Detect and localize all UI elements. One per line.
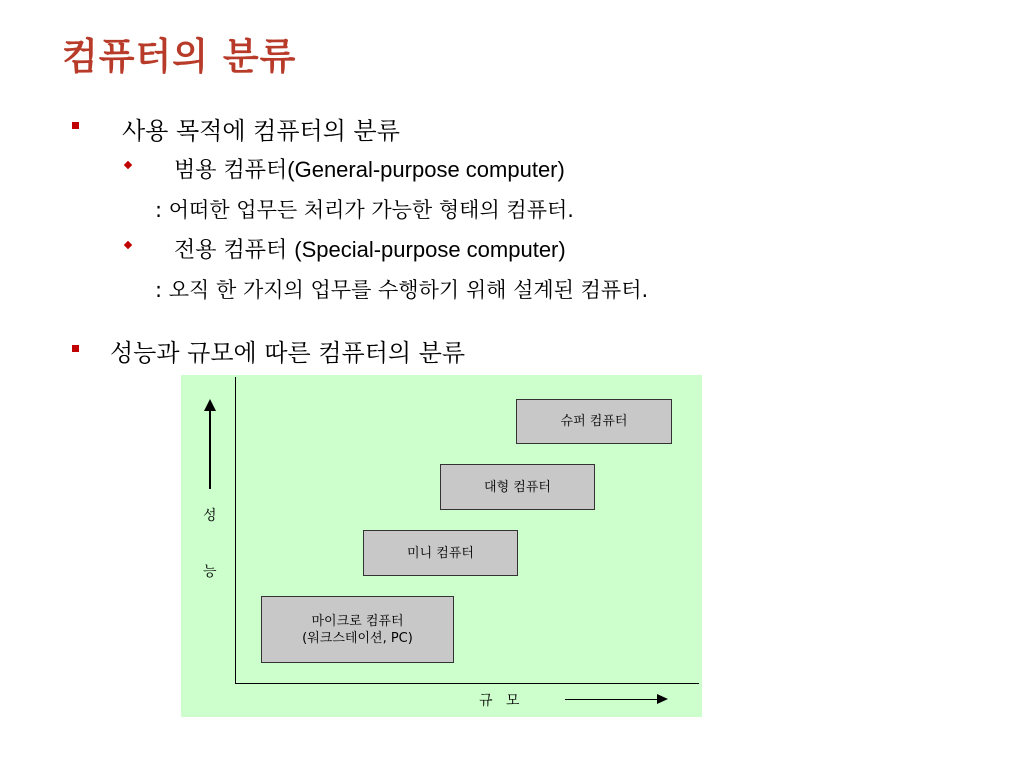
special-description: : 오직 한 가지의 업무를 수행하기 위해 설계된 컴퓨터. [155,278,649,302]
special-ko: 전용 컴퓨터 [174,238,295,263]
arrow-right-line [565,699,660,700]
sub-bullet-general [174,153,565,184]
x-axis [235,683,699,684]
general-ko: 범용 컴퓨터 [174,158,288,183]
square-bullet-icon [72,345,79,352]
box-label-line1: 마이크로 컴퓨터 [311,613,404,629]
y-axis-label-1: 성 [203,508,217,524]
mainframe-computer-box [440,464,595,510]
classification-diagram [181,375,702,717]
arrow-up-line [209,411,211,489]
mini-computer-box [363,530,518,576]
box-label: 대형 컴퓨터 [484,479,551,495]
y-axis [235,377,236,683]
arrow-right-icon [657,694,668,704]
box-label: 슈퍼 컴퓨터 [560,414,628,429]
box-label: 미니 컴퓨터 [407,545,474,561]
box-label-line2: (워크스테이션, PC) [302,630,413,646]
x-axis-label: 규 모 [479,693,520,709]
slide-title: 컴퓨터의 분류 [62,34,297,78]
sub-bullet-special [174,233,566,264]
bullet-purpose: 사용 목적에 컴퓨터의 분류 [122,117,400,145]
general-description: : 어떠한 업무든 처리가 가능한 형태의 컴퓨터. [155,198,574,222]
super-computer-box [516,399,672,444]
diamond-bullet-icon [124,241,132,249]
y-axis-label-2: 능 [203,564,217,580]
square-bullet-icon [72,122,79,129]
arrow-up-icon [204,399,216,411]
general-en: (General-purpose computer) [287,157,565,182]
bullet-performance: 성능과 규모에 따른 컴퓨터의 분류 [110,339,466,367]
diamond-bullet-icon [124,161,132,169]
special-en: (Special-purpose computer) [294,237,566,262]
micro-computer-box [261,596,454,663]
